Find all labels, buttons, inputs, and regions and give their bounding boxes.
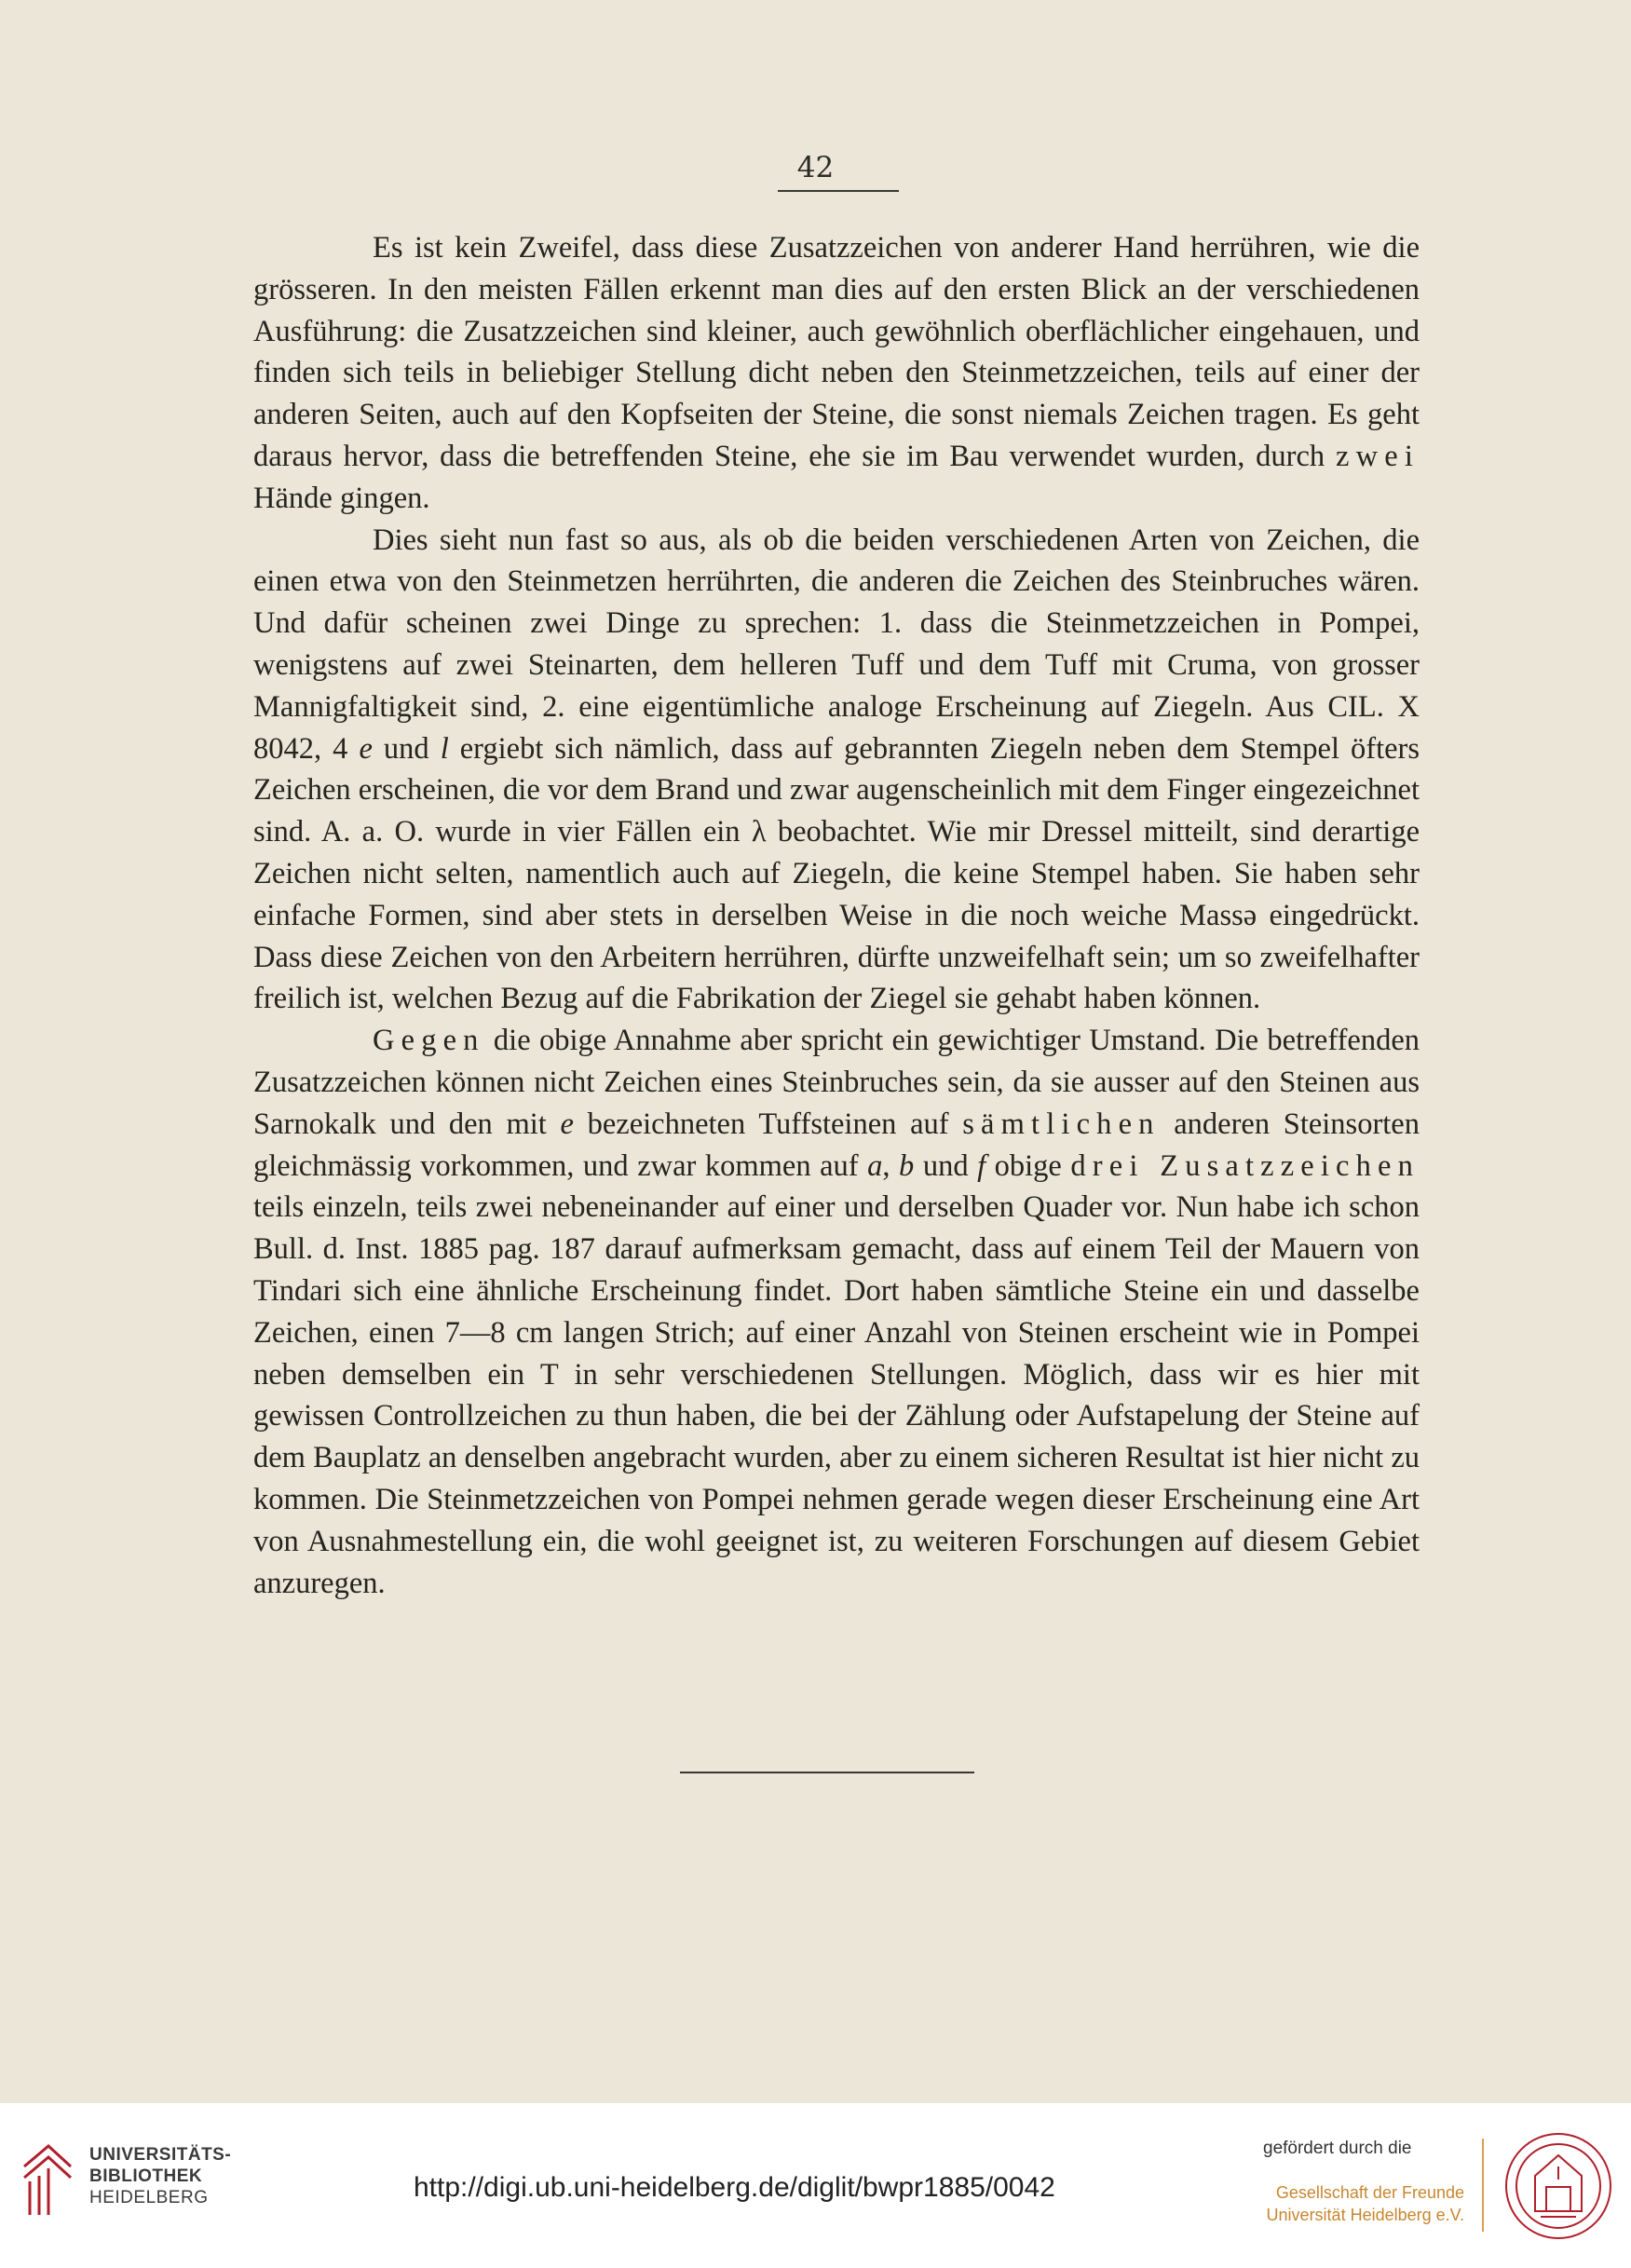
library-name-line3: HEIDELBERG — [89, 2188, 209, 2207]
paragraph — [253, 1020, 1420, 1604]
text-run: anderen Steinsorten gleichmässig vorkommen, und zwar kommen auf — [253, 1107, 1420, 1183]
text-run: obige — [985, 1148, 1071, 1183]
text-run: sämtlichen — [962, 1107, 1161, 1141]
text-run: Hände gingen. — [253, 481, 430, 515]
text-run: zwei — [1336, 439, 1420, 473]
text-run: λ — [751, 815, 767, 849]
paragraph — [253, 227, 1420, 520]
text-run: Gegen — [373, 1024, 485, 1058]
text-run: T — [539, 1357, 559, 1392]
text-run: teils einzeln, teils zwei nebeneinander auf einer und derselben Quader vor. Nun habe ich schon Bull. d. Inst. 1885 pag. 187 darauf aufmerksam gemacht, dass auf einem Teil der Mauern von Tindari sich eine ähnliche Erscheinung findet. Dort haben sämtliche Steine ein und dasselbe Zeichen, einen 7—8 cm langen Strich; auf einer Anzahl von Steinen erscheint wie in Pompei neben demselben ein — [253, 1190, 1420, 1392]
text-run: f — [977, 1148, 986, 1183]
sponsor-name-line2: Universität Heidelberg e.V. — [1266, 2206, 1464, 2224]
text-run: und — [372, 731, 441, 766]
page-number-rule — [778, 190, 899, 192]
text-run: e — [359, 731, 373, 766]
text-run: Dies sieht nun fast so aus, als ob die beiden verschiedenen Arten von Zeichen, die einen etwa von den Steinmetzen herrührten, die anderen die Zeichen des Steinbruches wären. Und dafür scheinen zwei Dinge zu sprechen: 1. dass die Steinmetzzeichen in Pompei, wenigstens auf zwei Steinarten, dem helleren Tuff und dem Tuff mit Cruma, von grosser Mannigfaltigkeit sind, 2. eine eigentümliche analoge Erscheinung auf Ziegeln. Aus CIL. X 8042, 4 — [253, 523, 1420, 766]
text-run: in sehr verschiedenen Stellungen. Möglich, dass wir es hier mit gewissen Controllzeichen zu thun haben, die bei der Zählung oder Aufstapelung der Steine auf dem Bauplatz an denselben angebracht wurden, aber zu einem sicheren Resultat ist hier nicht zu kommen. Die Steinmetzzeichen von Pompei nehmen gerade wegen dieser Erscheinung eine Art von Ausnahmestellung ein, die wohl geeignet ist, zu weiteren Forschungen auf diesem Gebiet anzuregen. — [253, 1357, 1420, 1600]
text-run: die obige Annahme aber spricht ein gewichtiger Umstand. Die betreffenden Zusatzzeichen können nicht Zeichen eines Steinbruches sein, da sie ausser auf den Steinen aus Sarnokalk und den mit — [253, 1024, 1420, 1141]
body-text — [253, 227, 1420, 1604]
text-run: und — [914, 1148, 978, 1183]
text-run: a — [867, 1148, 883, 1183]
library-logo-icon — [20, 2139, 75, 2219]
text-run: , — [882, 1148, 900, 1183]
library-name-line2: BIBLIOTHEK — [89, 2166, 203, 2186]
text-run: e — [560, 1107, 574, 1141]
sponsor-name — [1248, 2181, 1464, 2226]
text-run: drei Zusatzzeichen — [1070, 1148, 1420, 1183]
text-run: ergiebt sich nämlich, dass auf gebrannten Ziegeln neben dem Stempel öfters Zeichen erscheinen, die vor dem Brand und zwar augenscheinlich mit dem Finger eingezeichnet sind. A. a. O. wurde in vier Fällen ein — [253, 731, 1420, 849]
end-rule — [680, 1772, 974, 1773]
text-run: Es ist kein Zweifel, dass diese Zusatzzeichen von anderer Hand herrühren, wie die grösseren. In den meisten Fällen erkennt man dies auf den ersten Blick an der verschiedenen Ausführung: die Zusatzzeichen sind kleiner, auch gewöhnlich oberflächlicher eingehauen, und finden sich teils in beliebiger Stellung dicht neben den Steinmetzzeichen, teils auf einer der anderen Seiten, auch auf den Kopfseiten der Steine, die sonst niemals Zeichen tragen. Es geht daraus hervor, dass die betreffenden Steine, ehe sie im Bau verwendet wurden, durch — [253, 231, 1420, 473]
sponsor-name-line1: Gesellschaft der Freunde — [1275, 2183, 1464, 2202]
library-name-line1: UNIVERSITÄTS- — [89, 2145, 232, 2165]
text-run: b — [899, 1148, 915, 1183]
university-seal-icon — [1503, 2131, 1613, 2241]
sponsor-label: gefördert durch die — [1263, 2139, 1412, 2158]
text-run: beobachtet. Wie mir Dressel mitteilt, sind derartige Zeichen nicht selten, namentlich auch auf Ziegeln, die keine Stempel haben. Sie haben sehr einfache Formen, sind aber stets in derselben Weise in die noch weiche Massə eingedrückt. Dass diese Zeichen von den Arbeitern herrühren, dürfte unzweifelhaft sein; um so zweifelhafter freilich ist, welchen Bezug auf die Fabrikation der Ziegel sie gehabt haben können. — [253, 815, 1420, 1016]
paragraph — [253, 520, 1420, 1021]
footer-bar — [0, 2103, 1631, 2268]
text-run: l — [440, 731, 449, 766]
permalink-url[interactable]: http://digi.ub.uni-heidelberg.de/diglit/bwpr1885/0042 — [414, 2172, 1055, 2203]
text-run: bezeichneten Tuffsteinen auf — [573, 1107, 963, 1141]
page-number: 42 — [796, 151, 835, 184]
sponsor-divider — [1482, 2139, 1484, 2232]
library-name — [89, 2144, 231, 2208]
